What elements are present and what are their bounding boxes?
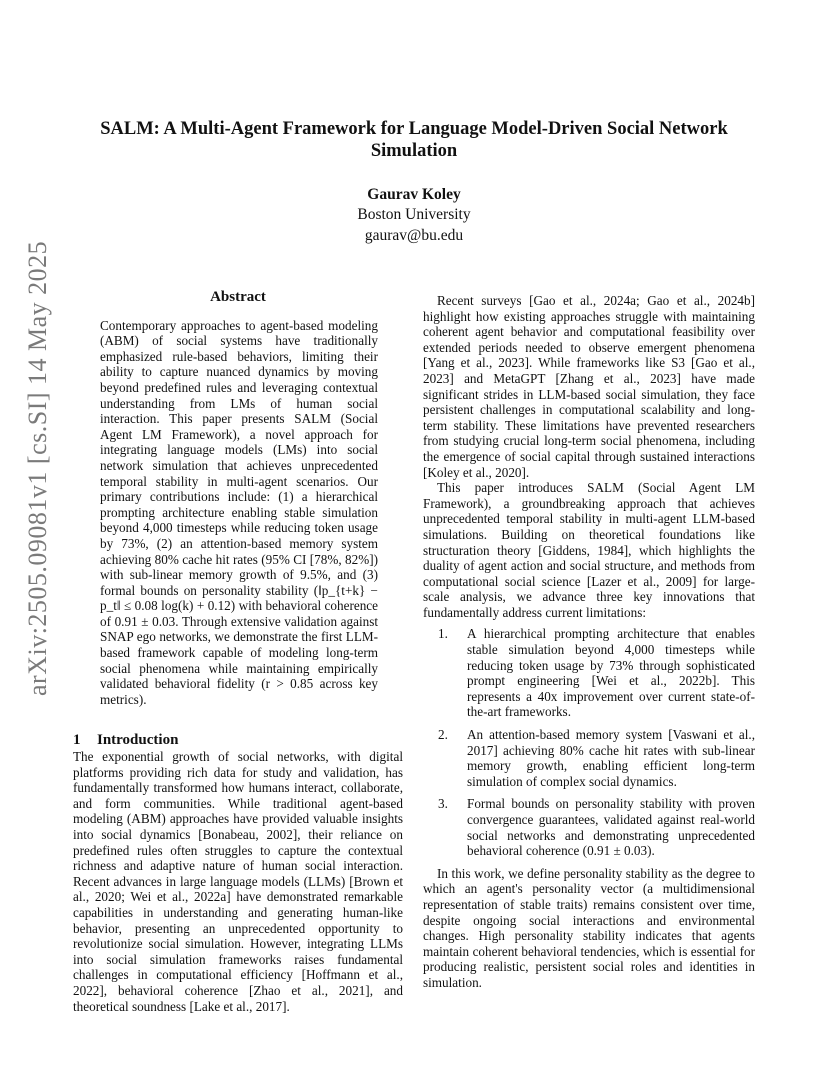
right-column (423, 293, 755, 991)
arxiv-identifier[interactable]: arXiv:2505.09081v1 [cs.SI] 14 May 2025 (23, 240, 52, 696)
paper-title: SALM: A Multi-Agent Framework for Language Model-Driven Social Network Simulation (100, 119, 728, 161)
section-heading-introduction (73, 733, 403, 749)
section-number: 1 (73, 732, 81, 749)
contribution-number: 1. (438, 626, 448, 642)
contribution-text: A hierarchical prompting architecture that enables stable simulation beyond 4,000 timesteps while reducing token usage by 73% through sophisticated prompt engineering [Wei et al., 2022b]. This represents a 40x improvement over current state-of-the-art frameworks. (467, 626, 755, 720)
abstract-heading: Abstract (210, 289, 266, 305)
contribution-item (438, 626, 755, 720)
author-affiliation: Boston University (357, 206, 471, 223)
author-name: Gaurav Koley (367, 186, 461, 203)
contribution-text: Formal bounds on personality stability with proven convergence guarantees, validated against real-world social networks and demonstrating unprecedented behavioral coherence (0.91 ± 0.03). (467, 796, 755, 859)
contribution-number: 3. (438, 796, 448, 812)
intro-paragraph-3: This paper introduces SALM (Social Agent LM Framework), a groundbreaking approach that achieves unprecedented temporal stability in multi-agent LLM-based simulations. Building on theoretical foundations like structuration theory [Giddens, 1984], which highlights the duality of agent action and social structure, and methods from computational social science [Lazer et al., 2009] for large-scale analysis, we advance three key innovations that fundamentally address current limitations: (423, 480, 755, 620)
intro-paragraph-2: Recent surveys [Gao et al., 2024a; Gao et al., 2024b] highlight how existing approaches struggle with maintaining coherent agent behavior and computational feasibility over extended periods needed to observe emergent phenomena [Yang et al., 2023]. While frameworks like S3 [Gao et al., 2023] and MetaGPT [Zhang et al., 2023] have made significant strides in LLM-based social simulation, they face persistent challenges in computational scalability and long-term stability. These limitations have prevented researchers from studying crucial long-term social phenomena, including the emergence of social capital through sustained interactions [Koley et al., 2020]. (423, 293, 755, 480)
left-column (73, 290, 403, 1014)
abstract-block (100, 318, 378, 708)
contribution-item (438, 796, 755, 859)
contribution-text: An attention-based memory system [Vaswani et al., 2017] achieving 80% cache hit rates with sub-linear memory growth, enabling efficient long-term simulation of complex social dynamics. (467, 727, 755, 789)
contribution-item (438, 727, 755, 789)
section-title: Introduction (97, 732, 179, 749)
contribution-number: 2. (438, 727, 448, 743)
contribution-list (423, 626, 755, 858)
abstract-text: Contemporary approaches to agent-based modeling (ABM) of social systems have traditionally emphasized rule-based behaviors, limiting their ability to capture nuanced dynamics by moving beyond predefined rules and leveraging contextual understanding from LMs of human social interaction. This paper presents SALM (Social Agent LM Framework), a novel approach for integrating language models (LMs) into social network simulation that achieves unprecedented temporal stability in multi-agent scenarios. Our primary contributions include: (1) a hierarchical prompting architecture enabling stable simulation beyond 4,000 timesteps while reducing token usage by 73%, (2) an attention-based memory system achieving 80% cache hit rates (95% CI [78%, 82%]) with sub-linear memory growth of 9.5%, and (3) formal bounds on personality stability (‖p_{t+k} − p_t‖ ≤ 0.08 log(k) + 0.12) with behavioral coherence of 0.91 ± 0.03. Through extensive validation against SNAP ego networks, we demonstrate the first LLM-based framework capable of modeling long-term social phenomena while maintaining empirically validated behavioral fidelity (r > 0.85 across key metrics). (100, 317, 378, 707)
intro-paragraph-1: The exponential growth of social networks, with digital platforms providing rich data for study and validation, has fundamentally transformed how humans interact, collaborate, and form communities. While traditional agent-based modeling (ABM) approaches have provided valuable insights into social dynamics [Bonabeau, 2002], their reliance on predefined rules often struggles to capture the contextual richness and adaptive nature of human social interaction. Recent advances in large language models (LLMs) [Brown et al., 2020; Wei et al., 2022a] have demonstrated remarkable capabilities in understanding and generating human-like behavior, presenting an unprecedented opportunity to revolutionize social simulation. However, integrating LLMs into social simulation frameworks raises fundamental challenges in computational efficiency [Hoffmann et al., 2022], behavioral coherence [Zhao et al., 2021], and theoretical soundness [Lake et al., 2017]. (73, 749, 403, 1014)
author-email[interactable]: gaurav@bu.edu (364, 227, 464, 244)
intro-paragraph-closing: In this work, we define personality stability as the degree to which an agent's personality vector (a multidimensional representation of stable traits) remains consistent over time, despite ongoing social interactions and environmental changes. High personality stability indicates that agents maintain coherent behavioral tendencies, which is essential for producing realistic, persistent social roles and identities in simulation. (423, 865, 755, 990)
